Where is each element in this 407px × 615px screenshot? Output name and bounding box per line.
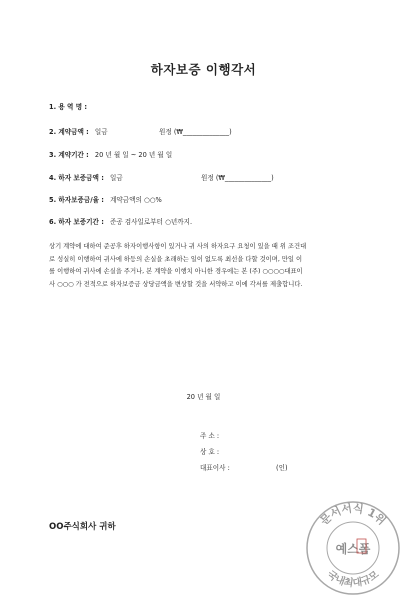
item-label: 6. 하자 보증기간 : (49, 218, 104, 226)
item-contract-period (49, 149, 172, 159)
item-label: 3. 계약기간 : (49, 151, 89, 159)
item-warranty-period (49, 216, 192, 226)
address-label: 주 소 : (200, 432, 220, 440)
signature-ceo (200, 462, 288, 472)
paragraph-line: 로 성실히 이행하여 귀사에 하등의 손실을 초래하는 일이 없도록 최선을 다할 것이며, 만일 이 (49, 255, 303, 263)
svg-text:국내최대규모 (324, 568, 382, 589)
item-value: 20 년 월 일 ~ 20 년 월 일 (94, 151, 173, 159)
company-label: 상 호 : (200, 448, 220, 456)
item-extra: 원정 (₩______________) (201, 174, 274, 182)
stamp-bottom-text: 국내최대규모 (324, 569, 382, 590)
recipient: OO주식회사 귀하 (49, 522, 116, 532)
date-line: 20 년 월 일 (186, 393, 221, 401)
item-label: 4. 하자 보증금액 : (49, 174, 104, 182)
seal-mark: (인) (276, 464, 288, 472)
paragraph-line: 를 이행하여 귀사에 손실을 주거나, 본 계약을 이행치 아니한 경우에는 본 (주) ○○○○대표이 (49, 268, 303, 275)
svg-text:문서서식 1위 (317, 501, 389, 529)
document-title: 하자보증 이행각서 (150, 62, 257, 77)
item-value: 일금 (94, 128, 108, 136)
item-service-name (49, 101, 93, 111)
item-extra: 원정 (₩______________) (159, 128, 232, 136)
item-value: 계약금액의 ○○% (110, 196, 162, 204)
stamp-top-text: 문서서식 1위 (317, 501, 389, 528)
item-label: 2. 계약금액 : (49, 128, 89, 136)
ceo-label: 대표이사 : (200, 464, 230, 472)
item-contract-amount (49, 126, 232, 136)
item-warranty-rate (49, 194, 162, 204)
signature-company (200, 446, 219, 456)
paragraph-line: 상기 계약에 대하여 준공후 하자이행사항이 있거나 귀 사의 하자요구 요청이 있을 때 위 조건대 (49, 243, 307, 250)
yesform-watermark-stamp (303, 498, 403, 598)
stamp-center-text: 예스폼 (335, 542, 371, 556)
pledge-paragraph (49, 241, 369, 291)
signature-address (200, 430, 219, 440)
item-label: 5. 하자보증금/율 : (49, 196, 104, 204)
item-value: 일금 (109, 174, 123, 182)
item-warranty-amount (49, 172, 274, 182)
paragraph-line: 사 ○○○ 가 전적으로 하자보증금 상당금액을 변상할 것을 서약하고 이에 각서를 제출합니다. (49, 280, 303, 288)
item-label: 1. 용 역 명 : (49, 103, 88, 111)
item-value: 준공 검사일로부터 ○년까지. (109, 218, 193, 226)
